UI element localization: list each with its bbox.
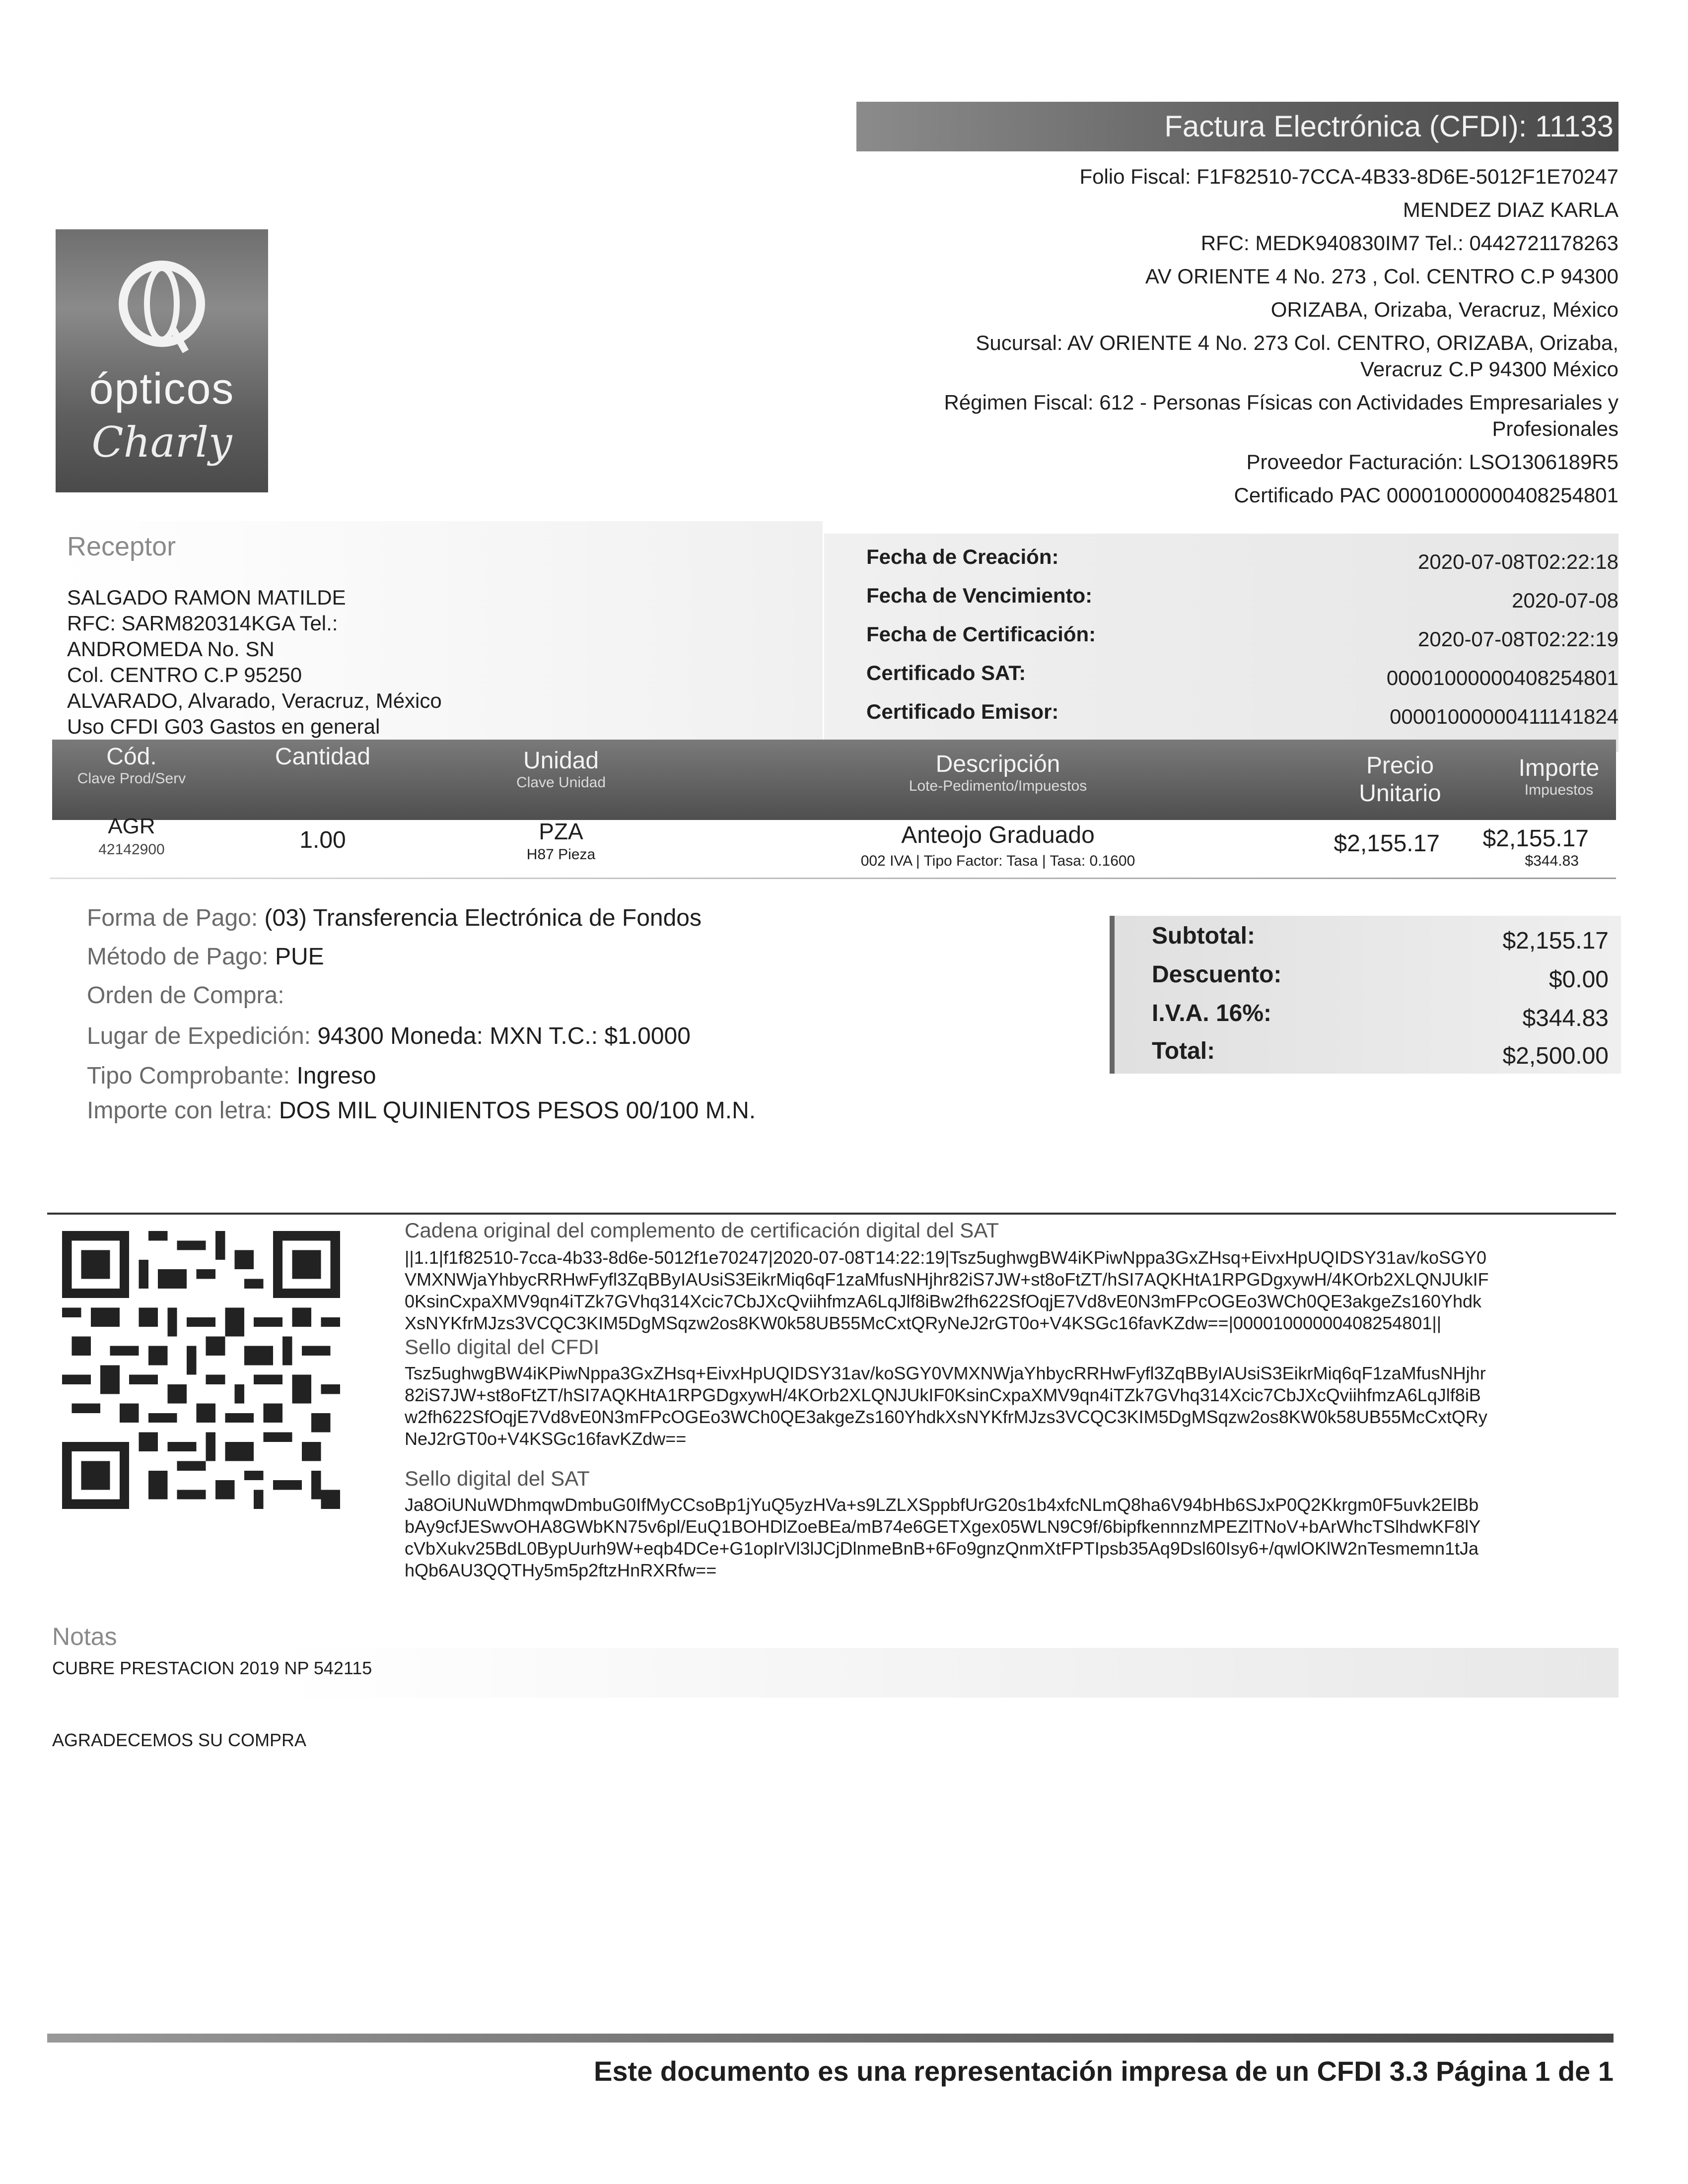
item-unit: PZA <box>539 819 583 844</box>
metodo-de-pago-value: PUE <box>268 944 324 970</box>
certificado-pac: Certificado PAC 00001000000408254801 <box>1234 483 1618 507</box>
iva-label: I.V.A. 16%: <box>1152 1000 1272 1026</box>
forma-de-pago <box>87 904 702 932</box>
tipo-comprobante-label: Tipo Comprobante: <box>87 1063 290 1089</box>
footer-bar <box>47 2034 1614 2043</box>
issuer-name: MENDEZ DIAZ KARLA <box>1403 198 1618 221</box>
row-divider <box>50 878 1616 879</box>
item-unit-sub: H87 Pieza <box>526 846 596 863</box>
tipo-comprobante <box>87 1062 376 1090</box>
cadena-original-text: ||1.1|f1f82510-7cca-4b33-8d6e-5012f1e70247|2020-07-08T14:22:19|Tsz5ughwgBW4iKPiwNppa3GxZHsq+EivxHpUQIDSY31av/koSGY0 VMXNWjaYhbycRRHwFyfl3ZqBByIAUsiS3EikrMiq6qF1zaMfusNHjhr82iS7JW+st8oFtZT/hSI7AQKHtA1RPGDgxywH/4KOrb2XLQNJUkIF 0KsinCxpaXMV9qn4iTZk7GVhq314Xcic7CbJXcQviihfmzA6LqJlf8iBw2fh622SfOqjE7Vd8vE0N3mFPcOGEo3WCh0QE3akgeZs160Yhdk XsNYKfrMJzs3VCQC3KIM5DgMSqzw2os8KW0k58UB55McCxtQRyNeJ2rGT0o+V4KSGc16favKZdw==|00001000000408254801|| <box>405 1247 1489 1333</box>
sello-sat-text: Ja8OiUNuWDhmqwDmbuG0IfMyCCsoBp1jYuQ5yzHVa+s9LZLXSppbfUrG20s1b4xfcNLmQ8ha6V94bHb6SJxP0Q2Kkrgm0F5uvk2ElBb bAy9cfJESwvOHA8GWbKN75v6pl/EuQ1BOHDlZoeBEa/mB74e6GETXgex05WLN9C9f/6bipfkennnzMPEZlTNoV+bArWhcTSlhdwKF8lY cVbXukv25BdL0BypUurh9W+eqb4DCe+G1opIrVl3lJCjDlnmeBnB+6Fo9gnzQnmXtFPTIpsb35Aq9Dsl60Isy6+/qwlOKlW2nTesmemn1tJa hQb6AU3QQTHy5m5p2ftzHnRXRfw== <box>405 1495 1481 1580</box>
fecha-vencimiento-label: Fecha de Vencimiento: <box>866 584 1093 607</box>
lugar-de-expedicion-value: 94300 Moneda: MXN T.C.: $1.0000 <box>310 1023 691 1049</box>
company-logo <box>56 229 268 492</box>
issuer-address-line1: AV ORIENTE 4 No. 273 , Col. CENTRO C.P 94300 <box>1145 265 1618 288</box>
col-importe <box>1499 754 1618 799</box>
sello-cfdi-text: Tsz5ughwgBW4iKPiwNppa3GxZHsq+EivxHpUQIDSY31av/koSGY0VMXNWjaYhbycRRHwFyfl3ZqBByIAUsiS3EikrMiq6qF1zaMfusNHjhr 82iS7JW+st8oFtZT/hSI7AQKHtA1RPGDgxywH/4KOrb2XLQNJUkIF0KsinCxpaXMV9qn4iTZk7GVhq314Xcic7CbJXcQviihfmzA6LqJlf8iB w2fh622SfOqjE7Vd8vE0N3mFPcOGEo3WCh0QE3akgeZs160YhdkXsNYKfrMJzs3VCQC3KIM5DgMSqzw2os8KW0k58UB55McCxtQRy NeJ2rGT0o+V4KSGc16favKZdw== <box>405 1363 1487 1449</box>
metodo-de-pago-label: Método de Pago: <box>87 944 269 970</box>
col-codigo <box>55 743 209 787</box>
fecha-vencimiento-value: 2020-07-08 <box>1512 589 1618 612</box>
total-label: Total: <box>1152 1038 1215 1064</box>
subtotal-value: $2,155.17 <box>1502 928 1609 954</box>
receptor-uso-cfdi: Uso CFDI G03 Gastos en general <box>67 715 380 738</box>
receptor-city: ALVARADO, Alvarado, Veracruz, México <box>67 689 442 712</box>
footer-text: Este documento es una representación impresa de un CFDI 3.3 Página 1 de 1 <box>594 2055 1614 2087</box>
col-codigo-label: Cód. <box>106 744 157 770</box>
item-code-sub: 42142900 <box>98 841 165 858</box>
tipo-comprobante-value: Ingreso <box>290 1063 376 1089</box>
total-value: $2,500.00 <box>1502 1043 1609 1069</box>
lugar-de-expedicion-label: Lugar de Expedición: <box>87 1023 311 1049</box>
col-unidad-label: Unidad <box>523 748 599 774</box>
col-importe-sublabel: Impuestos <box>1524 782 1594 798</box>
descuento-label: Descuento: <box>1152 961 1282 988</box>
item-amount-tax: $344.83 <box>1525 853 1579 869</box>
receptor-heading: Receptor <box>67 532 176 561</box>
importe-con-letra <box>87 1097 756 1124</box>
metodo-de-pago <box>87 943 324 970</box>
subtotal-label: Subtotal: <box>1152 923 1255 949</box>
notes-band <box>278 1648 1618 1698</box>
notes-heading: Notas <box>52 1623 117 1650</box>
descuento-value: $0.00 <box>1548 966 1609 993</box>
item-description: Anteojo Graduado <box>901 822 1095 848</box>
cadena-original-title: Cadena original del complemento de certificación digital del SAT <box>405 1219 999 1242</box>
section-divider <box>47 1213 1616 1215</box>
certificado-emisor-label: Certificado Emisor: <box>866 700 1059 723</box>
item-amount: $2,155.17 <box>1482 825 1589 852</box>
issuer-address-line2: ORIZABA, Orizaba, Veracruz, México <box>1270 298 1618 321</box>
proveedor-facturacion: Proveedor Facturación: LSO1306189R5 <box>1246 450 1618 474</box>
receptor-rfc: RFC: SARM820314KGA Tel.: <box>67 612 338 635</box>
col-importe-label: Importe <box>1518 755 1600 781</box>
certificado-sat-label: Certificado SAT: <box>866 661 1026 684</box>
lugar-de-expedicion <box>87 1023 691 1050</box>
col-codigo-sublabel: Clave Prod/Serv <box>77 770 186 787</box>
col-precio-unitario <box>1340 752 1460 808</box>
sello-sat-title: Sello digital del SAT <box>405 1467 590 1490</box>
col-cantidad <box>233 743 412 770</box>
item-description-sub: 002 IVA | Tipo Factor: Tasa | Tasa: 0.1600 <box>860 853 1135 869</box>
regimen-line1: Régimen Fiscal: 612 - Personas Físicas con Actividades Empresariales y <box>944 391 1618 414</box>
fecha-certificacion-value: 2020-07-08T02:22:19 <box>1418 627 1618 651</box>
receptor-street: ANDROMEDA No. SN <box>67 637 275 661</box>
col-precio-unitario-label: Precio Unitario <box>1359 752 1441 807</box>
col-unidad <box>462 747 660 791</box>
folio-fiscal: Folio Fiscal: F1F82510-7CCA-4B33-8D6E-5012F1E70247 <box>1079 165 1618 188</box>
orden-de-compra <box>87 982 284 1009</box>
item-unit-price: $2,155.17 <box>1334 830 1440 857</box>
certificado-emisor-value: 00001000000411141824 <box>1390 705 1618 728</box>
col-descripcion-label: Descripción <box>935 751 1060 777</box>
item-code: AGR <box>108 814 155 838</box>
receptor-colonia: Col. CENTRO C.P 95250 <box>67 663 302 686</box>
invoice-title: Factura Electrónica (CFDI): 11133 <box>856 102 1618 151</box>
logo-brand-text: ópticos <box>89 364 235 413</box>
col-descripcion <box>839 751 1157 795</box>
sucursal-line2: Veracruz C.P 94300 México <box>1360 357 1618 381</box>
qr-code-icon <box>62 1231 340 1509</box>
col-descripcion-sublabel: Lote-Pedimento/Impuestos <box>909 778 1087 794</box>
col-unidad-sublabel: Clave Unidad <box>516 774 606 791</box>
certificado-sat-value: 00001000000408254801 <box>1386 666 1618 689</box>
forma-de-pago-value: (03) Transferencia Electrónica de Fondos <box>258 905 702 931</box>
issuer-rfc: RFC: MEDK940830IM7 Tel.: 0442721178263 <box>1200 231 1618 255</box>
iva-value: $344.83 <box>1522 1005 1609 1031</box>
notes-line2: AGRADECEMOS SU COMPRA <box>52 1730 307 1750</box>
receptor-name: SALGADO RAMON MATILDE <box>67 586 346 609</box>
notes-line1: CUBRE PRESTACION 2019 NP 542115 <box>52 1658 372 1678</box>
fecha-certificacion-label: Fecha de Certificación: <box>866 622 1096 646</box>
sucursal-line1: Sucursal: AV ORIENTE 4 No. 273 Col. CENTRO, ORIZABA, Orizaba, <box>976 331 1618 354</box>
fecha-creacion-label: Fecha de Creación: <box>866 545 1059 568</box>
logo-symbol-icon <box>56 239 268 368</box>
regimen-line2: Profesionales <box>1492 417 1618 440</box>
sello-cfdi-title: Sello digital del CFDI <box>405 1335 600 1359</box>
forma-de-pago-label: Forma de Pago: <box>87 905 258 931</box>
logo-sub-text: Charly <box>91 418 232 467</box>
importe-con-letra-value: DOS MIL QUINIENTOS PESOS 00/100 M.N. <box>272 1097 756 1124</box>
fecha-creacion-value: 2020-07-08T02:22:18 <box>1418 550 1618 573</box>
importe-con-letra-label: Importe con letra: <box>87 1097 273 1124</box>
item-quantity: 1.00 <box>299 827 346 853</box>
orden-de-compra-label: Orden de Compra: <box>87 982 284 1009</box>
col-cantidad-label: Cantidad <box>275 744 371 770</box>
